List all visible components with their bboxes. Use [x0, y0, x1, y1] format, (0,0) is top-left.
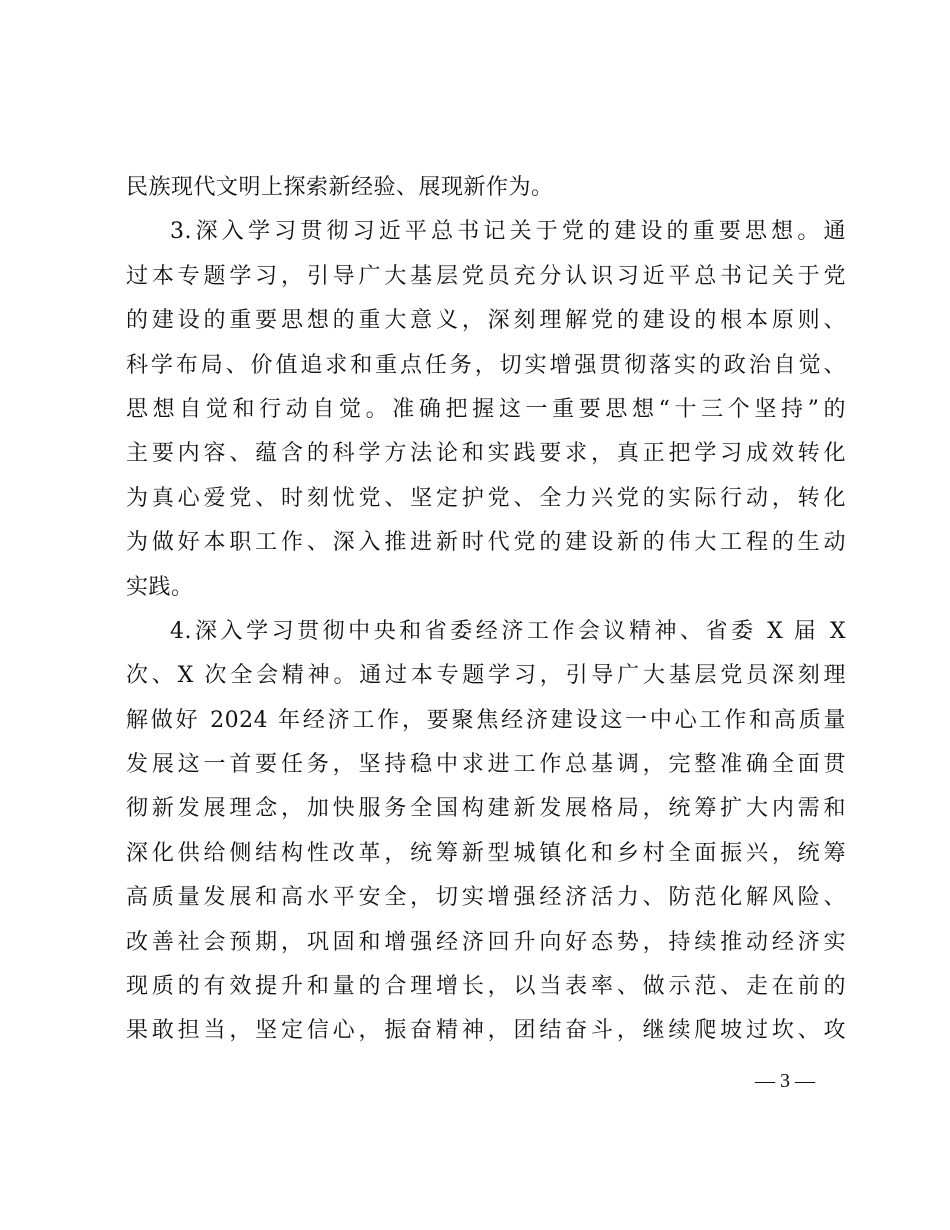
text-line: 次、X 次全会精神。通过本专题学习，引导广大基层党员深刻理: [126, 663, 846, 689]
text-line: 的建设的重要思想的重大意义，深刻理解党的建设的根本原则、: [126, 308, 846, 334]
text-line: 高质量发展和高水平安全，切实增强经济活力、防范化解风险、: [126, 885, 846, 911]
text-line: 发展这一首要任务，坚持稳中求进工作总基调，完整准确全面贯: [126, 752, 846, 778]
text-line: 解做好 2024 年经济工作，要聚焦经济建设这一中心工作和高质量: [126, 707, 846, 733]
text-line: 民族现代文明上探索新经验、展现新作为。: [126, 175, 554, 200]
text-line: 现质的有效提升和量的合理增长，以当表率、做示范、走在前的: [126, 974, 846, 1000]
text-line: 深化供给侧结构性改革，统筹新型城镇化和乡村全面振兴，统筹: [126, 840, 846, 866]
text-line: 过本专题学习，引导广大基层党员充分认识习近平总书记关于党: [126, 263, 846, 289]
text-line: 改善社会预期，巩固和增强经济回升向好态势，持续推动经济实: [126, 929, 846, 955]
text-line: 为真心爱党、时刻忧党、坚定护党、全力兴党的实际行动，转化: [126, 485, 846, 511]
text-line: 科学布局、价值追求和重点任务，切实增强贯彻落实的政治自觉、: [126, 352, 846, 378]
paragraph-4-first-line: 4.深入学习贯彻中央和省委经济工作会议精神、省委 X 届 X: [170, 618, 846, 644]
text-line: 为做好本职工作、深入推进新时代党的建设新的伟大工程的生动: [126, 530, 846, 556]
paragraph-3-first-line: 3.深入学习贯彻习近平总书记关于党的建设的重要思想。通: [170, 219, 846, 245]
text-line: 思想自觉和行动自觉。准确把握这一重要思想“十三个坚持”的: [126, 396, 846, 422]
page-number: — 3 —: [755, 1070, 815, 1092]
text-line: 实践。: [126, 574, 194, 600]
body-text: [126, 166, 846, 1054]
text-line: 彻新发展理念，加快服务全国构建新发展格局，统筹扩大内需和: [126, 796, 846, 822]
text-line: 主要内容、蕴含的科学方法论和实践要求，真正把学习成效转化: [126, 441, 846, 467]
text-line: 果敢担当，坚定信心，振奋精神，团结奋斗，继续爬坡过坎、攻: [126, 1018, 846, 1044]
